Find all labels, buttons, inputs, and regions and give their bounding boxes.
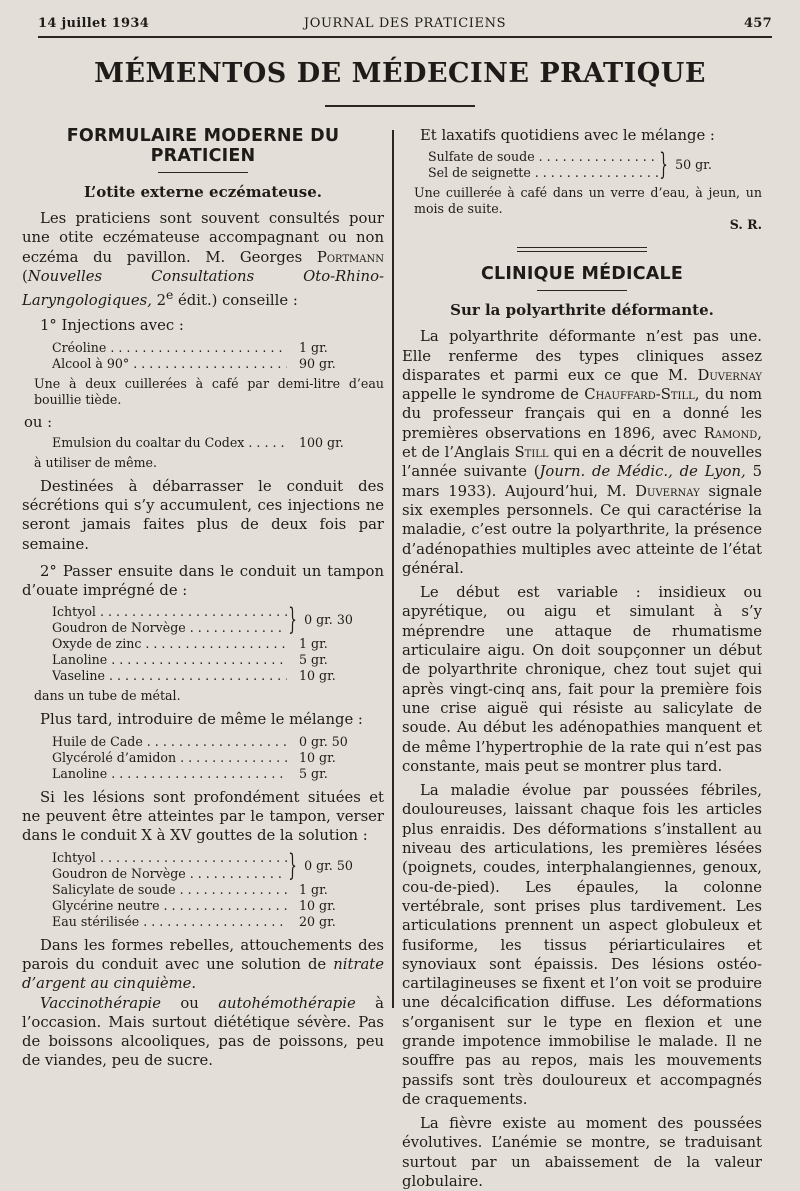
formula-6-note: Une cuillerée à café dans un verre d’eau, à jeun, un mois de suite.	[414, 185, 762, 217]
signature-line	[402, 217, 762, 233]
formula-row: Créoline . . . 1 gr.	[22, 340, 384, 356]
formula-row: Eau stérilisée . . . 20 gr.	[22, 914, 384, 930]
section-heading-formulaire: FORMULAIRE MODERNE DU PRATICIEN	[66, 126, 340, 166]
title-rule	[325, 105, 475, 107]
formula-brace-group: Ichtyol . . . Goudron de Norvège . . . } 0 gr. 30	[22, 604, 384, 636]
issue-date: 14 juillet 1934	[38, 16, 150, 31]
paragraph-polyarthrite-1: La polyarthrite déformante n’est pas une. Elle renferme des types cliniques assez disparates et parmi eux ce que M. Duvernay appelle le syndrome de Chauffard-Still, du nom du professeur français qui en a donné les premières observations en 1896, avec Ramond, et de l’Anglais Still qui en a décrit de nouvelles l’année suivante (Journ. de Médic., de Lyon, 5 mars 1933). Aujourd’hui, M. Duvernay signale six exemples personnels. Ce qui caractérise la maladie, c’est outre la polyarthrite, la présence d’adénopathies multiples avec atteinte de l’état général.	[402, 328, 762, 577]
paragraph-plus-tard: Plus tard, introduire de même le mélange :	[40, 711, 363, 729]
formula-3	[22, 604, 384, 684]
formula-row: Glycérine neutre . . . 10 gr.	[22, 898, 384, 914]
alternative-ou: ou :	[24, 413, 53, 431]
formula-row: Vaseline . . . 10 gr.	[22, 668, 384, 684]
column-divider	[392, 130, 394, 1008]
page-title: MÉMENTOS DE MÉDECINE PRATIQUE	[94, 58, 706, 89]
paragraph-lesions: Si les lésions sont profondément situées et ne peuvent être atteintes par le tampon, verser dans le conduit X à XV gouttes de la solution :	[22, 788, 384, 845]
article-title-otite: L’otite externe eczémateuse.	[84, 183, 322, 201]
paragraph-polyarthrite-4: La fièvre existe au moment des poussées évolutives. L’anémie se montre, se traduisant surtout par un abaissement de la valeur globulaire.	[402, 1115, 762, 1191]
formula-row: Huile de Cade . . . 0 gr. 50	[22, 734, 384, 750]
paragraph-formes-rebelles: Dans les formes rebelles, attouchements des parois du conduit avec une solution de nitrate d’argent au cinquième.	[22, 936, 384, 993]
paragraph-laxatifs: Et laxatifs quotidiens avec le mélange :	[420, 127, 715, 144]
section-separator	[517, 247, 647, 252]
paragraph-injections: Destinées à débarrasser le conduit des sécrétions qui s’y accumulent, ces injections ne seront jamais faites plus de deux fois par semaine.	[22, 477, 384, 553]
formula-row: Salicylate de soude . . . 1 gr.	[22, 882, 384, 898]
formula-2	[22, 435, 384, 451]
formula-row: Alcool à 90° . . . 90 gr.	[22, 356, 384, 372]
author-name: Portmann	[316, 248, 384, 266]
formula-row: Emulsion du coaltar du Codex . . . 100 gr.	[22, 435, 384, 451]
signature: S. R.	[729, 217, 762, 233]
step-2: 2° Passer ensuite dans le conduit un tampon d’ouate imprégné de :	[22, 562, 384, 600]
section-rule	[537, 290, 627, 291]
work-title: Nouvelles Consultations Oto-Rhino-Laryngologiques,	[22, 267, 384, 310]
paragraph-polyarthrite-3: La maladie évolue par poussées fébriles, douloureuses, laissant chaque fois les articles plus enraidis. Des déformations s’installent au niveau des articulations, les premières lésées (poignets, coudes, interphalangiennes, genoux, cou-de-pied). Les épaules, la colonne vertébrale, sont prises plus tardivement. Les articulations prennent un aspect globuleux et fusiforme, les tissus périarticulaires et synoviaux sont épaissis. Des lésions ostéo-cartilagineuses se fixent et l’on voit se produire une décalcification diffuse. Les déformations s’organisent sur le type en flexion et une grande impotence immobilise le malade. Il ne souffre pas au repos, mais les mouvements passifs sont très douloureux et accompagnés de craquements.	[402, 782, 762, 1108]
formula-5	[22, 847, 384, 930]
intro-paragraph: Les praticiens sont souvent consultés pour une otite eczémateuse accompagnant ou non eczéma du pavillon. M. Georges Portmann (Nouvelles Consultations Oto-Rhino-Laryngologiques, 2e édit.) conseille :	[22, 210, 384, 310]
formula-brace-group: Sulfate de soude . . . Sel de seignette . . . } 50 gr.	[402, 149, 762, 181]
formula-3-note: dans un tube de métal.	[34, 688, 181, 704]
formula-6	[402, 149, 762, 181]
formula-row: Lanoline . . . 5 gr.	[22, 652, 384, 668]
page-number: 457	[743, 16, 772, 31]
header-rule	[38, 36, 772, 38]
formula-row: Glycérolé d’amidon . . . 10 gr.	[22, 750, 384, 766]
journal-name: JOURNAL DES PRATICIENS	[303, 16, 507, 31]
step-1: 1° Injections avec :	[40, 317, 184, 335]
section-rule	[158, 172, 248, 173]
formula-4	[22, 734, 384, 782]
running-head	[38, 14, 772, 36]
formula-brace-group: Ichtyol . . . Goudron de Norvège . . . } 0 gr. 50	[22, 850, 384, 882]
article-title-polyarthrite: Sur la polyarthrite déformante.	[450, 301, 714, 320]
formula-1-note: Une à deux cuillerées à café par demi-litre d’eau bouillie tiède.	[34, 375, 384, 407]
paragraph-polyarthrite-2: Le début est variable : insidieux ou apyrétique, ou aigu et simulant à s’y méprendre une attaque de rhumatisme articulaire aigu. On doit soupçonner un début de polyarthrite chronique, chez tout sujet qui après vingt-cinq ans, fait pour la première fois une crise aiguë qui résiste au salicylate de soude. Au début les adénopathies manquent et de même l’hypertrophie de la rate qui n’est pas constante, mais peut se montrer plus tard.	[402, 584, 762, 775]
formula-1	[22, 340, 384, 372]
right-column	[402, 122, 762, 1191]
formula-2-note: à utiliser de même.	[34, 454, 158, 470]
section-heading-clinique: CLINIQUE MÉDICALE	[480, 264, 684, 285]
formula-row: Oxyde de zinc . . . 1 gr.	[22, 636, 384, 652]
left-column	[22, 122, 384, 1071]
paragraph-dietetique: Vaccinothérapie ou autohémothérapie à l’occasion. Mais surtout diététique sévère. Pas de boissons alcooliques, pas de poissons, peu de viandes, peu de sucre.	[22, 994, 384, 1070]
formula-row: Lanoline . . . 5 gr.	[22, 766, 384, 782]
